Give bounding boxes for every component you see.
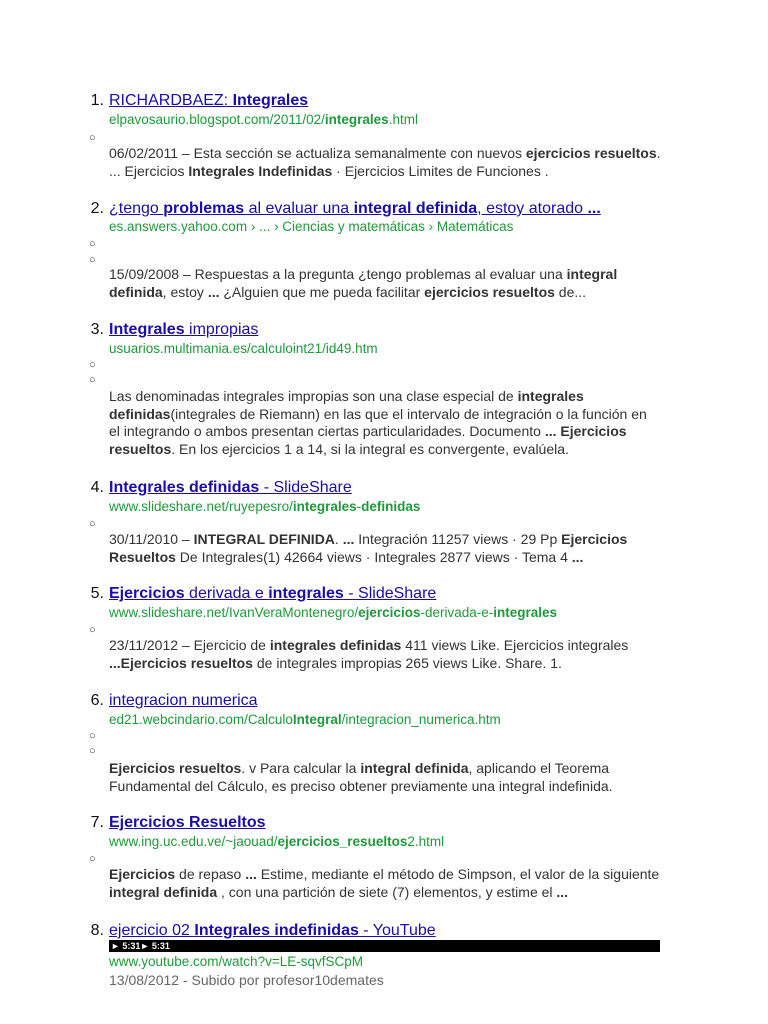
- text-segment: www.slideshare.net/ruyepesro/: [109, 499, 293, 514]
- text-segment: Ejercicios Resueltos: [109, 531, 628, 565]
- text-segment: Integrales: [232, 92, 309, 109]
- result-url: [109, 112, 418, 128]
- text-segment: INTEGRAL DEFINIDA: [193, 531, 335, 547]
- result-number: 5.: [90, 585, 104, 602]
- bullet-icon: ○: [89, 132, 96, 144]
- text-segment: Ejercicios resueltos: [109, 760, 242, 776]
- result-number: 2.: [90, 200, 104, 217]
- text-segment: Integración 11257 views · 29 Pp: [354, 531, 562, 547]
- text-segment: .: [334, 531, 343, 547]
- text-segment: 411 views Like. Ejercicios integrales: [401, 637, 629, 653]
- text-segment: -: [356, 499, 362, 514]
- text-segment: integrales: [292, 499, 357, 514]
- result-url: [109, 605, 557, 621]
- text-segment: Integrales Indefinidas: [188, 162, 333, 179]
- text-segment: ed21.webcindario.com/Calculo: [109, 712, 293, 727]
- text-segment: 30/11/2010 –: [109, 531, 194, 547]
- result-title-link[interactable]: [109, 692, 258, 710]
- text-segment: www.ing.uc.edu.ve/~jaouad/: [109, 834, 278, 849]
- bullet-icon: ○: [89, 745, 96, 757]
- result-title-link[interactable]: [109, 479, 352, 497]
- result-snippet: [109, 972, 661, 990]
- bullet-icon: ○: [89, 238, 96, 250]
- result-url: [109, 954, 363, 970]
- text-segment: ejercicios resueltos: [525, 145, 657, 161]
- result-number: 8.: [90, 922, 104, 939]
- text-segment: impropias: [184, 321, 259, 338]
- result-number: 6.: [90, 692, 104, 709]
- result-url: [109, 219, 513, 235]
- text-segment: de integrales impropias 265 views Like. Share. 1.: [252, 654, 562, 671]
- text-segment: ...: [544, 423, 557, 439]
- text-segment: .html: [388, 112, 418, 127]
- text-segment: integral definida: [109, 883, 218, 900]
- text-segment: 2.html: [407, 834, 445, 849]
- result-snippet: [109, 266, 661, 301]
- text-segment: - SlideShare: [259, 479, 352, 496]
- text-segment: De Integrales(1) 42664 views · Integrales 2877 views · Tema 4: [175, 548, 572, 565]
- text-segment: Integrales indefinidas: [194, 922, 359, 939]
- result-title-link[interactable]: [109, 585, 436, 603]
- result-snippet: [109, 388, 661, 458]
- result-url: [109, 834, 444, 850]
- text-segment: www.slideshare.net/IvanVeraMontenegro/: [109, 605, 359, 620]
- text-segment: 15/09/2008 – Respuestas a la pregunta ¿tengo problemas al evaluar una: [109, 266, 567, 282]
- text-segment: · Ejercicios Limites de Funciones .: [332, 162, 549, 179]
- text-segment: /integracion_numerica.htm: [341, 712, 501, 727]
- text-segment: ...Ejercicios resueltos: [109, 654, 253, 671]
- text-segment: www.youtube.com/watch?v=LE-sqvfSCpM: [109, 954, 363, 969]
- text-segment: . En los ejercicios 1 a 14, si la integral es convergente, evalúela.: [171, 440, 569, 457]
- text-segment: ejercicio 02: [109, 922, 195, 939]
- text-segment: ¿Alguien que me pueda facilitar: [219, 283, 425, 300]
- bullet-icon: ○: [89, 853, 96, 865]
- text-segment: - SlideShare: [343, 585, 437, 602]
- text-segment: , estoy atorado: [477, 200, 588, 217]
- text-segment: definidas: [361, 499, 421, 514]
- text-segment: Ejercicios: [109, 866, 176, 882]
- text-segment: integrales: [268, 585, 344, 602]
- text-segment: , aplicando el Teorema Fundamental del Cálculo, es preciso obtener previamente una integral indefinida.: [109, 760, 613, 794]
- result-title-link[interactable]: [109, 200, 601, 218]
- text-segment: integrales definidas: [269, 637, 402, 653]
- text-segment: Ejercicios Resueltos: [109, 814, 266, 831]
- text-segment: , estoy: [162, 283, 208, 300]
- text-segment: . v Para calcular la: [241, 760, 361, 776]
- text-segment: Ejercicios: [109, 585, 185, 602]
- text-segment: ...: [556, 883, 569, 900]
- bullet-icon: ○: [89, 624, 96, 636]
- bullet-icon: ○: [89, 254, 96, 266]
- result-number: 1.: [90, 92, 104, 109]
- text-segment: integracion numerica: [109, 692, 258, 709]
- bullet-icon: ○: [89, 374, 96, 386]
- text-segment: ...: [207, 283, 220, 300]
- text-segment: ...: [245, 866, 257, 882]
- text-segment: es.answers.yahoo.com › ... › Ciencias y matemáticas › Matemáticas: [109, 219, 514, 234]
- result-title-link[interactable]: [109, 922, 436, 940]
- text-segment: ejercicios: [358, 605, 421, 620]
- text-segment: Integrales: [109, 321, 185, 338]
- text-segment: RICHARDBAEZ:: [109, 92, 233, 109]
- text-segment: integral definida: [109, 266, 618, 300]
- text-segment: usuarios.multimania.es/calculoint21/id49.htm: [109, 341, 378, 356]
- text-segment: , con una partición de siete (7) elementos, y estime el: [217, 883, 557, 900]
- text-segment: Las denominadas integrales impropias son una clase especial de: [109, 388, 518, 404]
- video-duration-bar[interactable]: ► 5:31► 5:31: [109, 940, 660, 952]
- result-snippet: [109, 531, 661, 566]
- result-url: [109, 499, 420, 515]
- text-segment: . ... Ejercicios: [109, 145, 661, 179]
- bullet-icon: ○: [89, 518, 96, 530]
- text-segment: derivada e: [184, 585, 269, 602]
- text-segment: 23/11/2012 – Ejercicio de: [109, 637, 270, 653]
- text-segment: de...: [554, 283, 587, 300]
- text-segment: ejercicios resueltos: [424, 283, 555, 300]
- text-segment: ejercicios_resueltos: [277, 834, 408, 849]
- result-url: [109, 341, 378, 357]
- result-title-link[interactable]: [109, 321, 258, 339]
- result-url: [109, 712, 501, 728]
- text-segment: - YouTube: [358, 922, 436, 939]
- text-segment: ...: [571, 548, 584, 565]
- bullet-icon: ○: [89, 359, 96, 371]
- result-number: 4.: [90, 479, 104, 496]
- text-segment: integrales: [493, 605, 558, 620]
- result-title-link[interactable]: [109, 92, 308, 110]
- result-title-link[interactable]: [109, 814, 266, 832]
- text-segment: Integrales definidas: [109, 479, 260, 496]
- text-segment: problemas: [163, 200, 245, 217]
- bullet-icon: ○: [89, 730, 96, 742]
- text-segment: 13/08/2012 - Subido por profesor10demates: [109, 972, 384, 988]
- result-snippet: [109, 866, 661, 901]
- text-segment: de repaso: [175, 866, 246, 882]
- text-segment: integrales definidas: [109, 388, 584, 422]
- text-segment: ¿tengo: [109, 200, 164, 217]
- text-segment: -derivada-e-: [420, 605, 494, 620]
- result-number: 7.: [90, 814, 104, 831]
- text-segment: integral definida: [360, 760, 469, 776]
- text-segment: ...: [342, 531, 355, 547]
- text-segment: al evaluar una: [244, 200, 354, 217]
- result-snippet: [109, 637, 661, 672]
- text-segment: integrales: [324, 112, 389, 127]
- result-snippet: [109, 145, 661, 180]
- text-segment: Estime, mediante el método de Simpson, el valor de la siguiente: [256, 866, 660, 882]
- text-segment: Ejercicios resueltos: [109, 423, 627, 457]
- result-number: 3.: [90, 321, 104, 338]
- text-segment: 06/02/2011 – Esta sección se actualiza semanalmente con nuevos: [109, 145, 526, 161]
- text-segment: (integrales de Riemann) en las que el intervalo de integración o la función en el integrando o ambos presentan ciertas particularidades. Documento: [109, 405, 647, 439]
- text-segment: Integral: [292, 712, 342, 727]
- text-segment: integral definida: [353, 200, 478, 217]
- result-snippet: [109, 760, 661, 795]
- text-segment: ...: [587, 200, 601, 217]
- text-segment: elpavosaurio.blogspot.com/2011/02/: [109, 112, 325, 127]
